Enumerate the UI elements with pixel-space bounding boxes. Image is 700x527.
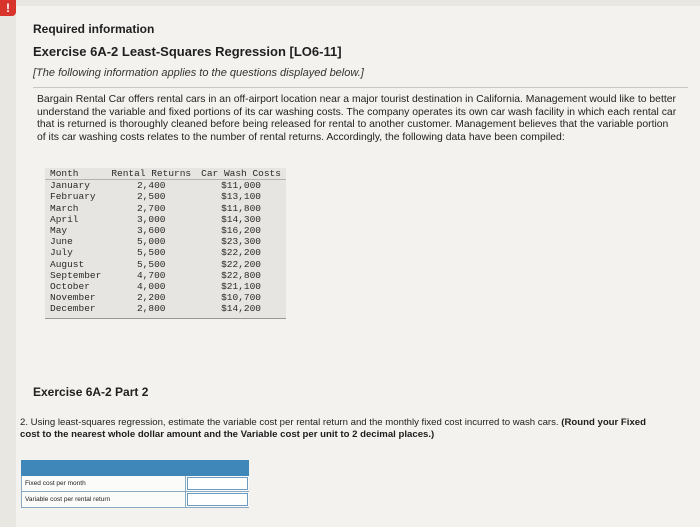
cell-car-wash-costs: $11,800	[221, 202, 262, 214]
table-row	[45, 214, 286, 225]
cell-rental-returns: 2,200	[136, 292, 166, 304]
cell-car-wash-costs: $22,200	[221, 247, 262, 259]
cell-rental-returns: 2,500	[136, 191, 166, 203]
data-table	[45, 168, 286, 319]
cell-month: January	[50, 180, 90, 192]
table-row	[45, 303, 286, 318]
table-row	[45, 259, 286, 270]
answer-table-header	[21, 460, 249, 476]
variable-cost-input[interactable]	[187, 493, 248, 506]
cell-rental-returns: 5,500	[136, 258, 166, 270]
alert-icon: !	[0, 0, 16, 16]
table-row	[45, 281, 286, 292]
cell-car-wash-costs: $16,200	[221, 225, 262, 237]
exercise-title: Exercise 6A-2 Least-Squares Regression [LO6-11]	[33, 44, 342, 59]
cell-car-wash-costs: $22,800	[221, 269, 262, 281]
cell-month: September	[50, 269, 102, 281]
cell-rental-returns: 4,000	[136, 281, 166, 293]
column-header-rental-returns: Rental Returns	[106, 168, 196, 180]
question-instruction: (Round your Fixed cost to the nearest whole dollar amount and the Variable cost per unit to 2 decimal places.)	[20, 417, 646, 440]
table-row	[45, 225, 286, 236]
cell-car-wash-costs: $23,300	[221, 236, 262, 248]
fixed-cost-input[interactable]	[187, 477, 248, 490]
answer-row-variable-cost	[21, 492, 249, 508]
cell-rental-returns: 3,600	[136, 225, 166, 237]
cell-month: April	[50, 213, 79, 225]
cell-month: February	[50, 191, 96, 203]
column-header-month: Month	[45, 168, 106, 180]
answer-row-fixed-cost	[21, 476, 249, 492]
cell-car-wash-costs: $13,100	[221, 191, 262, 203]
table-row	[45, 247, 286, 258]
cell-month: October	[50, 281, 90, 293]
cell-car-wash-costs: $21,100	[221, 281, 262, 293]
required-information-heading: Required information	[33, 22, 155, 36]
answer-table	[21, 460, 249, 508]
cell-rental-returns: 5,500	[136, 247, 166, 259]
cell-car-wash-costs: $14,200	[196, 303, 286, 318]
cell-month: December	[45, 303, 106, 318]
divider	[33, 87, 688, 88]
cell-month: June	[50, 236, 73, 248]
question-body: 2. Using least-squares regression, estimate the variable cost per rental return and the monthly fixed cost incurred to wash cars.	[20, 417, 559, 428]
part-title: Exercise 6A-2 Part 2	[33, 385, 149, 399]
question-text	[20, 417, 660, 440]
cell-month: March	[50, 202, 79, 214]
fixed-cost-label: Fixed cost per month	[21, 476, 186, 491]
instruction-note: [The following information applies to the questions displayed below.]	[33, 67, 364, 79]
cell-rental-returns: 5,000	[136, 236, 166, 248]
table-row	[45, 270, 286, 281]
cell-month: August	[50, 258, 85, 270]
cell-car-wash-costs: $14,300	[221, 213, 262, 225]
table-row	[45, 292, 286, 303]
table-row	[45, 180, 286, 192]
column-header-car-wash-costs: Car Wash Costs	[196, 168, 286, 180]
cell-rental-returns: 3,000	[136, 213, 166, 225]
variable-cost-label: Variable cost per rental return	[21, 492, 186, 507]
table-row	[45, 236, 286, 247]
cell-car-wash-costs: $11,000	[221, 180, 262, 192]
cell-rental-returns: 2,800	[106, 303, 196, 318]
cell-month: November	[50, 292, 96, 304]
problem-description: Bargain Rental Car offers rental cars in an off-airport location near a major tourist destination in California. Management would like to better understand the variable and fixed portions of its car washing costs. The company operates its own car wash facility in which each rental car that is returned is thoroughly cleaned before being released for rental to another customer. Management believes that the variable portion of its car washing costs relates to the number of rental returns. Accordingly, the following data have been compiled:	[37, 94, 677, 143]
cell-car-wash-costs: $10,700	[221, 292, 262, 304]
table-row	[45, 203, 286, 214]
cell-rental-returns: 2,400	[136, 180, 166, 192]
cell-car-wash-costs: $22,200	[221, 258, 262, 270]
table-row	[45, 191, 286, 202]
cell-rental-returns: 2,700	[136, 202, 166, 214]
cell-month: July	[50, 247, 73, 259]
cell-rental-returns: 4,700	[136, 269, 166, 281]
table-header-row	[45, 168, 286, 180]
cell-month: May	[50, 225, 68, 237]
